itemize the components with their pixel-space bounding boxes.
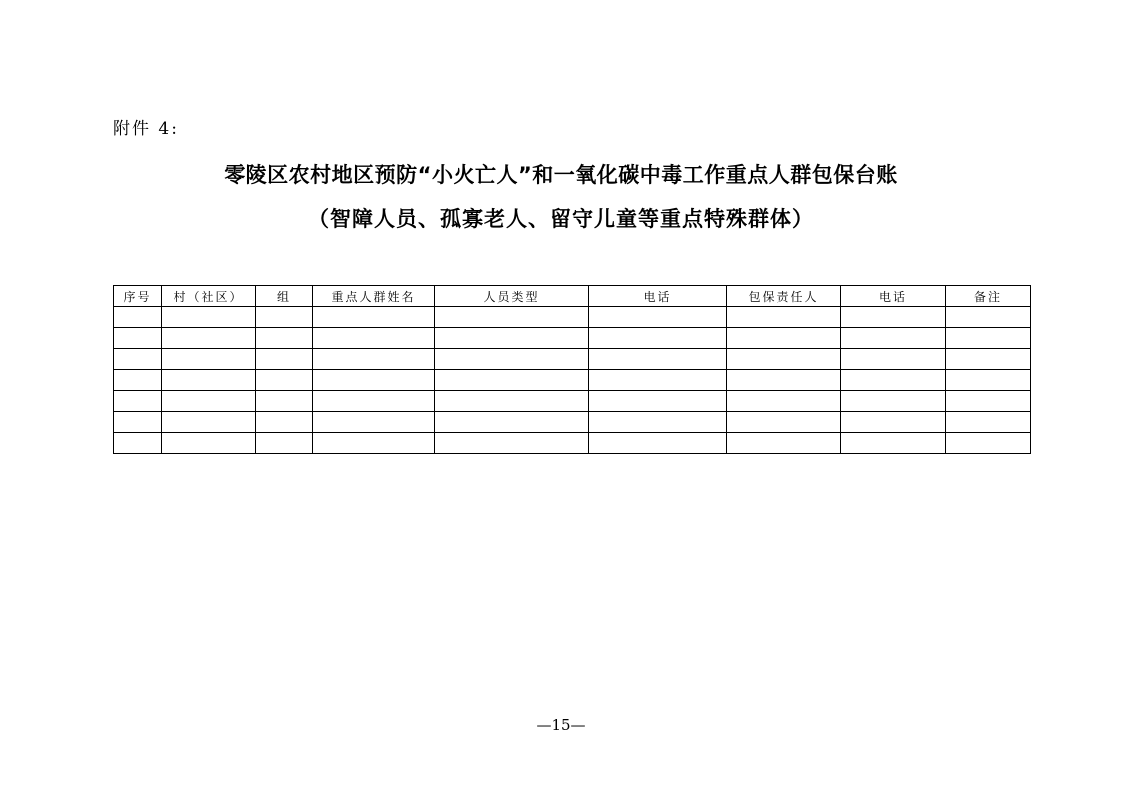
table-cell xyxy=(946,433,1031,454)
table-row xyxy=(114,391,1031,412)
table-cell xyxy=(727,328,841,349)
header-person-name: 重点人群姓名 xyxy=(313,286,435,307)
table-cell xyxy=(589,370,727,391)
table-cell xyxy=(727,307,841,328)
table-cell xyxy=(435,328,589,349)
table-cell xyxy=(841,433,946,454)
table-cell xyxy=(946,349,1031,370)
table-cell xyxy=(727,370,841,391)
table-cell xyxy=(114,391,162,412)
table-cell xyxy=(435,433,589,454)
table-cell xyxy=(841,412,946,433)
table-cell xyxy=(313,391,435,412)
table-cell xyxy=(162,391,256,412)
table-cell xyxy=(841,370,946,391)
table-cell xyxy=(946,370,1031,391)
table-cell xyxy=(841,307,946,328)
table-row xyxy=(114,370,1031,391)
table-cell xyxy=(946,307,1031,328)
table-cell xyxy=(589,433,727,454)
table-cell xyxy=(727,433,841,454)
header-responsible-phone: 电话 xyxy=(841,286,946,307)
table-cell xyxy=(162,412,256,433)
document-subtitle: （智障人员、孤寡老人、留守儿童等重点特殊群体） xyxy=(308,207,814,231)
table-cell xyxy=(946,412,1031,433)
table-cell xyxy=(162,328,256,349)
table-cell xyxy=(946,391,1031,412)
header-phone: 电话 xyxy=(589,286,727,307)
table-cell xyxy=(114,349,162,370)
table-cell xyxy=(435,391,589,412)
table-cell xyxy=(313,412,435,433)
table-row xyxy=(114,412,1031,433)
table-cell xyxy=(589,349,727,370)
header-person-type: 人员类型 xyxy=(435,286,589,307)
table-cell xyxy=(114,307,162,328)
table-row xyxy=(114,328,1031,349)
table-cell xyxy=(162,349,256,370)
table-cell xyxy=(313,370,435,391)
document-title: 零陵区农村地区预防“小火亡人”和一氧化碳中毒工作重点人群包保台账 xyxy=(224,163,898,187)
ledger-table xyxy=(113,285,1031,454)
table-cell xyxy=(435,370,589,391)
table-cell xyxy=(256,391,313,412)
table-cell xyxy=(256,433,313,454)
table-cell xyxy=(162,433,256,454)
table-row xyxy=(114,433,1031,454)
table-cell xyxy=(589,307,727,328)
table-cell xyxy=(435,412,589,433)
table-cell xyxy=(162,370,256,391)
table-cell xyxy=(313,328,435,349)
table-cell xyxy=(727,349,841,370)
header-remarks: 备注 xyxy=(946,286,1031,307)
table-cell xyxy=(313,433,435,454)
table-header-row xyxy=(114,286,1031,307)
page-number: —15— xyxy=(536,716,586,734)
table-body xyxy=(114,307,1031,454)
table-cell xyxy=(162,307,256,328)
table-cell xyxy=(589,412,727,433)
table-cell xyxy=(256,349,313,370)
table-cell xyxy=(114,328,162,349)
table-cell xyxy=(841,391,946,412)
table-cell xyxy=(114,370,162,391)
header-serial-number: 序号 xyxy=(114,286,162,307)
table-cell xyxy=(841,328,946,349)
table-cell xyxy=(256,307,313,328)
header-group: 组 xyxy=(256,286,313,307)
table-row xyxy=(114,307,1031,328)
table-cell xyxy=(114,412,162,433)
attachment-label: 附件 4: xyxy=(113,119,179,139)
table-cell xyxy=(256,328,313,349)
table-cell xyxy=(114,433,162,454)
header-responsible-person: 包保责任人 xyxy=(727,286,841,307)
table-cell xyxy=(727,391,841,412)
table-cell xyxy=(589,391,727,412)
table-cell xyxy=(841,349,946,370)
table-cell xyxy=(256,412,313,433)
table-row xyxy=(114,349,1031,370)
table-cell xyxy=(946,328,1031,349)
table-cell xyxy=(313,349,435,370)
table-cell xyxy=(313,307,435,328)
table-cell xyxy=(435,349,589,370)
table-cell xyxy=(727,412,841,433)
table-cell xyxy=(589,328,727,349)
table-cell xyxy=(435,307,589,328)
table-cell xyxy=(256,370,313,391)
header-village: 村（社区） xyxy=(162,286,256,307)
